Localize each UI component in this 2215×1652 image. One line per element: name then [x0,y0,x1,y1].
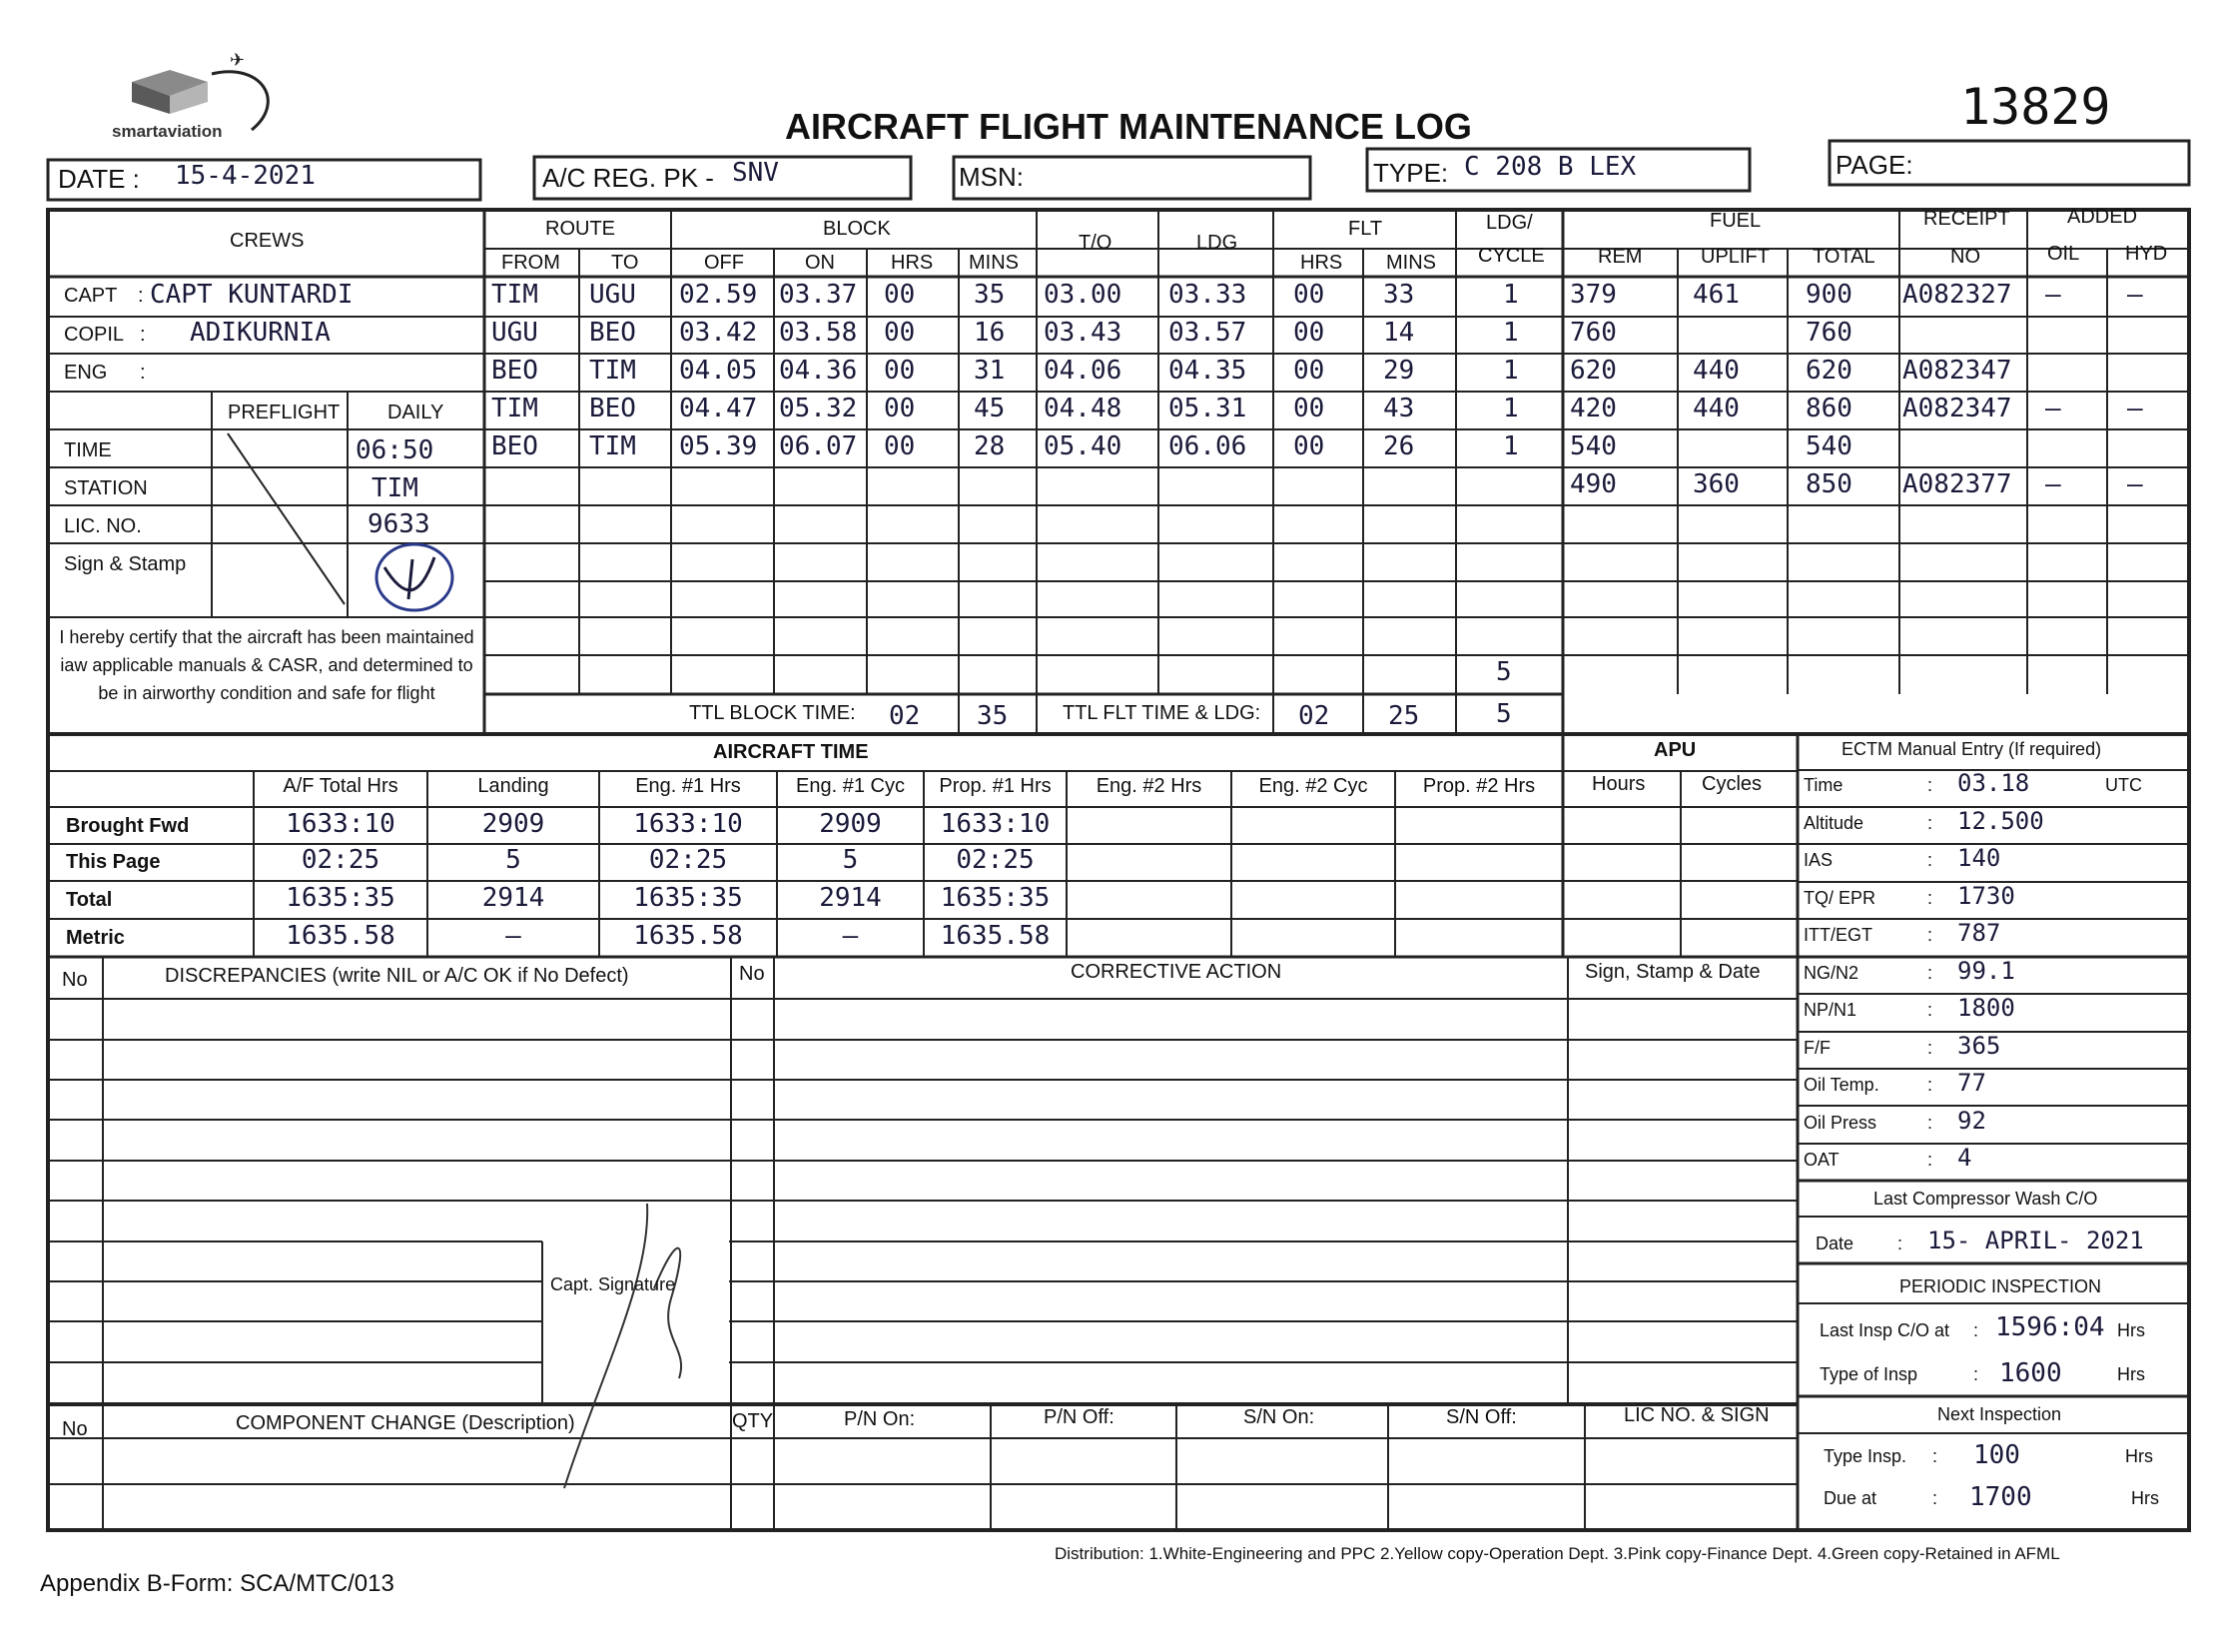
aircraft-time-cell[interactable]: 5 [505,845,521,875]
reg-label: A/C REG. PK - [542,163,714,193]
aircraft-time-cell[interactable]: 1635:35 [633,883,743,913]
copil-value[interactable]: ADIKURNIA [190,318,331,348]
ttl-flt-label: TTL FLT TIME & LDG: [1063,702,1261,724]
flight-uplift[interactable]: 461 [1693,280,1740,310]
flight-off[interactable]: 04.47 [679,394,758,423]
eng-colon: : [140,362,146,384]
airworthiness-certification: I hereby certify that the aircraft has been maintained iaw applicable manuals & CASR, and determined to be in airworthy condition and safe for flight [59,627,474,703]
flight-mins[interactable]: 28 [974,431,1006,461]
ectm-value[interactable]: 1800 [1957,994,2015,1022]
flight-off[interactable]: 04.05 [679,356,758,386]
ectm-label: Oil Temp. [1804,1075,1879,1095]
flight-off[interactable]: 02.59 [679,280,758,310]
ectm-colon: : [1927,925,1933,945]
flight-to[interactable]: UGU [589,280,636,310]
last-insp-hrs: Hrs [2117,1320,2145,1340]
pn-on-header: P/N On: [844,1408,916,1430]
ectm-value[interactable]: 140 [1957,844,2001,872]
flight-from[interactable]: BEO [491,431,538,461]
route-header: ROUTE [545,218,615,240]
flight-flt-hrs[interactable]: 00 [1293,280,1325,310]
aircraft-time-row-label: This Page [66,851,161,873]
sn-off-header: S/N Off: [1446,1406,1517,1428]
flight-on[interactable]: 03.58 [779,318,858,348]
flight-to-time[interactable]: 03.43 [1044,318,1122,348]
flight-hrs[interactable]: 00 [884,394,916,423]
aircraft-time-row-label: Brought Fwd [66,815,190,837]
ttl-block-label: TTL BLOCK TIME: [689,702,856,724]
aircraft-time-title: AIRCRAFT TIME [713,741,869,763]
flight-hrs[interactable]: 00 [884,431,916,461]
flight-ldg[interactable]: 04.35 [1168,356,1247,386]
aircraft-time-cell[interactable]: — [505,921,521,951]
ttl-flt-hrs[interactable]: 02 [1298,701,1330,731]
ectm-colon: : [1927,1037,1933,1058]
ectm-colon: : [1927,887,1933,908]
ectm-label: OAT [1804,1150,1840,1170]
ectm-value[interactable]: 787 [1957,919,2001,947]
cycle-sum: 5 [1496,657,1512,687]
capt-label: CAPT [64,285,118,307]
flight-rem[interactable]: 760 [1570,318,1617,348]
flight-rem[interactable]: 490 [1570,469,1617,499]
flight-ldg[interactable]: 06.06 [1168,431,1247,461]
next-type-value[interactable]: 100 [1973,1440,2020,1470]
oil-header: OIL [2047,243,2080,265]
flight-flt-hrs[interactable]: 00 [1293,318,1325,348]
hrs-header: HRS [891,252,934,274]
on-header: ON [805,252,835,274]
flight-hrs[interactable]: 00 [884,318,916,348]
flight-to-time[interactable]: 05.40 [1044,431,1122,461]
flight-uplift[interactable]: 440 [1693,394,1740,423]
flight-on[interactable]: 05.32 [779,394,858,423]
aircraft-time-cell[interactable]: 2909 [819,809,882,839]
flight-cycle[interactable]: 1 [1503,280,1519,310]
apu-cycles-header: Cycles [1702,773,1763,795]
ectm-colon: : [1927,962,1933,983]
aircraft-time-col-header: Prop. #1 Hrs [939,775,1052,797]
flight-from[interactable]: BEO [491,356,538,386]
flight-flt-hrs[interactable]: 00 [1293,394,1325,423]
flight-on[interactable]: 03.37 [779,280,858,310]
ldg-header: LDG [1196,232,1238,254]
flight-flt-mins[interactable]: 43 [1383,394,1415,423]
logo-text: smartaviation [112,122,223,141]
flt-header: FLT [1348,218,1383,240]
from-header: FROM [501,252,560,274]
msn-label: MSN: [959,162,1024,192]
ectm-label: ITT/EGT [1804,925,1872,945]
rem-header: REM [1598,246,1643,268]
lic-sign-header: LIC NO. & SIGN [1624,1404,1770,1426]
wash-date-value[interactable]: 15- APRIL- 2021 [1927,1227,2144,1254]
ectm-value[interactable]: 03.18 [1957,769,2030,797]
type-label: TYPE: [1373,158,1449,188]
type-insp-colon: : [1973,1364,1979,1384]
wash-date-colon: : [1897,1234,1903,1253]
sign-label: Sign & Stamp [64,553,187,575]
crews-header: CREWS [230,230,305,252]
type-insp-label: Type of Insp [1820,1364,1918,1384]
form-title: AIRCRAFT FLIGHT MAINTENANCE LOG [785,106,1472,147]
flight-on[interactable]: 06.07 [779,431,858,461]
aircraft-time-cell[interactable]: 1633:10 [633,809,743,839]
flight-receipt[interactable]: A082377 [1902,469,2012,499]
aircraft-time-cell[interactable]: 2914 [481,883,545,913]
flight-total[interactable]: 860 [1806,394,1852,423]
hyd-header: HYD [2125,243,2168,265]
aircraft-time-cell[interactable]: 1633:10 [286,809,395,839]
due-label: Due at [1824,1488,1877,1508]
next-type-label: Type Insp. [1824,1446,1907,1466]
daily-time-value[interactable]: 06:50 [356,435,434,465]
ectm-label: TQ/ EPR [1804,887,1876,908]
aircraft-time-cell[interactable]: 1635.58 [633,921,743,951]
flight-hrs[interactable]: 00 [884,280,916,310]
serial-number: 13829 [1960,78,2111,136]
flight-total[interactable]: 540 [1806,431,1852,461]
ectm-colon: : [1927,1150,1933,1170]
type-insp-value[interactable]: 1600 [1999,1358,2062,1388]
ectm-unit: UTC [2105,775,2142,795]
flight-rem[interactable]: 620 [1570,356,1617,386]
copil-label: COPIL [64,324,125,346]
flight-from[interactable]: TIM [491,280,538,310]
discrepancy-no-header: No [62,969,88,991]
due-hrs: Hrs [2131,1488,2159,1508]
ectm-value[interactable]: 12.500 [1957,806,2044,835]
ectm-value[interactable]: 99.1 [1957,956,2015,985]
svg-text:✈: ✈ [230,52,246,71]
aircraft-time-cell[interactable]: 02:25 [648,845,728,875]
flight-flt-hrs[interactable]: 00 [1293,431,1325,461]
daily-lic-value[interactable]: 9633 [368,509,430,539]
to-header: TO [611,252,639,274]
ectm-value[interactable]: 365 [1957,1031,2001,1060]
aircraft-time-col-header: Landing [477,775,549,797]
flight-mins[interactable]: 45 [974,394,1006,423]
corrective-no-header: No [739,963,765,985]
daily-station-value[interactable]: TIM [371,473,418,503]
flight-to-time[interactable]: 04.48 [1044,394,1122,423]
flight-mins[interactable]: 31 [974,356,1006,386]
aircraft-time-col-header: Eng. #1 Hrs [635,775,741,797]
flight-to-time[interactable]: 03.00 [1044,280,1122,310]
wash-title: Last Compressor Wash C/O [1873,1189,2098,1209]
flight-ldg[interactable]: 03.33 [1168,280,1247,310]
flt-hrs-header: HRS [1300,252,1343,274]
flight-to[interactable]: TIM [589,356,636,386]
flight-flt-mins[interactable]: 29 [1383,356,1415,386]
ectm-label: NG/N2 [1804,962,1859,983]
last-insp-value[interactable]: 1596:04 [1995,1312,2105,1342]
qty-header: QTY [732,1410,774,1432]
flight-receipt[interactable]: A082327 [1902,280,2012,310]
flight-cycle[interactable]: 1 [1503,356,1519,386]
ectm-label: NP/N1 [1804,1000,1857,1020]
eng-label: ENG [64,362,108,384]
page-label: PAGE: [1836,150,1913,180]
flight-from[interactable]: TIM [491,394,538,423]
flt-mins-header: MINS [1386,252,1436,274]
aircraft-time-cell[interactable]: — [842,921,859,951]
flight-oil[interactable]: — [2045,394,2061,423]
ectm-value[interactable]: 1730 [1957,881,2015,910]
copil-colon: : [140,324,146,346]
flight-flt-mins[interactable]: 33 [1383,280,1415,310]
total-header: TOTAL [1813,246,1875,268]
date-value[interactable]: 15-4-2021 [175,161,316,191]
flight-oil[interactable]: — [2045,469,2061,499]
aircraft-time-cell[interactable]: 1635:35 [940,883,1051,913]
flight-mins[interactable]: 16 [974,318,1006,348]
discrepancy-header: DISCREPANCIES (write NIL or A/C OK if No Defect) [165,965,629,987]
flight-flt-mins[interactable]: 26 [1383,431,1415,461]
flight-rem[interactable]: 420 [1570,394,1617,423]
flight-total[interactable]: 850 [1806,469,1852,499]
aircraft-time-cell[interactable]: 2909 [481,809,545,839]
flight-to-time[interactable]: 04.06 [1044,356,1122,386]
date-label: DATE : [58,164,140,194]
wash-date-label: Date [1816,1234,1854,1253]
capt-colon: : [138,285,144,307]
aircraft-time-col-header: Eng. #2 Cyc [1258,775,1368,797]
flight-on[interactable]: 04.36 [779,356,858,386]
block-header: BLOCK [823,218,891,240]
flight-total[interactable]: 760 [1806,318,1852,348]
flight-off[interactable]: 05.39 [679,431,758,461]
flight-hyd[interactable]: — [2127,394,2143,423]
aircraft-time-col-header: Eng. #2 Hrs [1096,775,1202,797]
fuel-header: FUEL [1710,210,1762,232]
flight-to[interactable]: TIM [589,431,636,461]
next-insp-title: Next Inspection [1937,1404,2062,1424]
flight-off[interactable]: 03.42 [679,318,758,348]
due-colon: : [1932,1488,1938,1508]
apu-title: APU [1654,739,1697,761]
time-label: TIME [64,439,112,461]
flight-oil[interactable]: — [2045,280,2061,310]
flight-hyd[interactable]: — [2127,469,2143,499]
pn-off-header: P/N Off: [1044,1406,1114,1428]
aircraft-time-cell[interactable]: 1635.58 [286,921,395,951]
corrective-action-header: CORRECTIVE ACTION [1071,961,1282,983]
periodic-title: PERIODIC INSPECTION [1899,1276,2102,1296]
engineer-stamp [365,539,454,613]
sign-stamp-date-header: Sign, Stamp & Date [1585,961,1761,983]
ectm-colon: : [1927,1112,1933,1133]
flight-hrs[interactable]: 00 [884,356,916,386]
flight-flt-hrs[interactable]: 00 [1293,356,1325,386]
ttl-block-mins[interactable]: 35 [977,701,1009,731]
last-insp-label: Last Insp C/O at [1820,1320,1950,1340]
flight-receipt[interactable]: A082347 [1902,394,2012,423]
flight-to[interactable]: BEO [589,318,636,348]
flight-total[interactable]: 620 [1806,356,1852,386]
apu-hours-header: Hours [1592,773,1646,795]
aircraft-time-cell[interactable]: 02:25 [301,845,380,875]
reg-value[interactable]: SNV [732,158,779,188]
ectm-value[interactable]: 4 [1957,1144,1972,1172]
component-no-header: No [62,1418,88,1440]
logo-mark-icon [112,52,282,132]
aircraft-time-row-label: Total [66,889,113,911]
aircraft-time-cell[interactable]: 1633:10 [940,809,1051,839]
off-header: OFF [704,252,744,274]
flight-receipt[interactable]: A082347 [1902,356,2012,386]
next-type-hrs: Hrs [2125,1446,2153,1466]
flight-rem[interactable]: 379 [1570,280,1617,310]
appendix-label: Appendix B-Form: SCA/MTC/013 [40,1570,394,1597]
flight-cycle[interactable]: 1 [1503,431,1519,461]
flight-rem[interactable]: 540 [1570,431,1617,461]
flight-flt-mins[interactable]: 14 [1383,318,1415,348]
type-value[interactable]: C 208 B LEX [1464,152,1637,182]
ttl-flt-mins[interactable]: 25 [1388,701,1420,731]
receipt-no-header: NO [1950,246,1980,268]
ectm-title: ECTM Manual Entry (If required) [1842,739,2102,759]
added-header: ADDED [2067,206,2138,228]
preflight-header: PREFLIGHT [228,402,341,423]
ectm-label: Time [1804,775,1844,795]
ectm-colon: : [1927,812,1933,833]
ttl-ldg[interactable]: 5 [1496,699,1512,729]
due-value[interactable]: 1700 [1969,1482,2032,1512]
ectm-colon: : [1927,1075,1933,1095]
aircraft-time-cell[interactable]: 1635.58 [940,921,1051,951]
ectm-colon: : [1927,775,1933,795]
aircraft-time-cell[interactable]: 02:25 [956,845,1035,875]
flight-cycle[interactable]: 1 [1503,318,1519,348]
daily-header: DAILY [387,402,444,423]
ectm-value[interactable]: 77 [1957,1069,1986,1097]
distribution-note: Distribution: 1.White-Engineering and PPC 2.Yellow copy-Operation Dept. 3.Pink copy-Finance Dept. 4.Green copy-Retained in AFML [1055,1544,2060,1563]
aircraft-time-cell[interactable]: 1635:35 [286,883,395,913]
flight-from[interactable]: UGU [491,318,538,348]
ldg-cycle-header-1: LDG/ [1486,212,1533,234]
company-logo [112,52,282,148]
last-insp-colon: : [1973,1320,1979,1340]
sn-on-header: S/N On: [1243,1406,1315,1428]
component-header: COMPONENT CHANGE (Description) [236,1412,575,1434]
aircraft-time-cell[interactable]: 2914 [819,883,882,913]
ttl-block-hrs[interactable]: 02 [889,701,921,731]
receipt-header: RECEIPT [1923,208,2010,230]
next-type-colon: : [1932,1446,1938,1466]
ectm-value[interactable]: 92 [1957,1106,1986,1135]
station-label: STATION [64,477,148,499]
flight-uplift[interactable]: 440 [1693,356,1740,386]
flight-to[interactable]: BEO [589,394,636,423]
flight-uplift[interactable]: 360 [1693,469,1740,499]
aircraft-time-col-header: Eng. #1 Cyc [796,775,905,797]
aircraft-time-cell[interactable]: 5 [842,845,859,875]
ectm-colon: : [1927,850,1933,870]
lic-label: LIC. NO. [64,515,142,537]
ectm-label: F/F [1804,1037,1831,1058]
mins-header: MINS [969,252,1019,274]
takeoff-header: T/O [1079,232,1112,254]
uplift-header: UPLIFT [1701,246,1770,268]
flight-mins[interactable]: 35 [974,280,1006,310]
ldg-cycle-header-2: CYCLE [1478,245,1545,267]
aircraft-time-row-label: Metric [66,927,125,949]
capt-value[interactable]: CAPT KUNTARDI [150,280,354,310]
ectm-colon: : [1927,1000,1933,1020]
flight-hyd[interactable]: — [2127,280,2143,310]
ectm-label: IAS [1804,850,1834,870]
ectm-label: Altitude [1804,812,1864,833]
capt-signature-label: Capt. Signature [550,1274,676,1294]
flight-ldg[interactable]: 03.57 [1168,318,1247,348]
type-insp-hrs: Hrs [2117,1364,2145,1384]
flight-ldg[interactable]: 05.31 [1168,394,1247,423]
ectm-label: Oil Press [1804,1112,1877,1133]
flight-cycle[interactable]: 1 [1503,394,1519,423]
aircraft-time-col-header: A/F Total Hrs [283,775,398,797]
flight-total[interactable]: 900 [1806,280,1852,310]
aircraft-time-col-header: Prop. #2 Hrs [1422,775,1536,797]
